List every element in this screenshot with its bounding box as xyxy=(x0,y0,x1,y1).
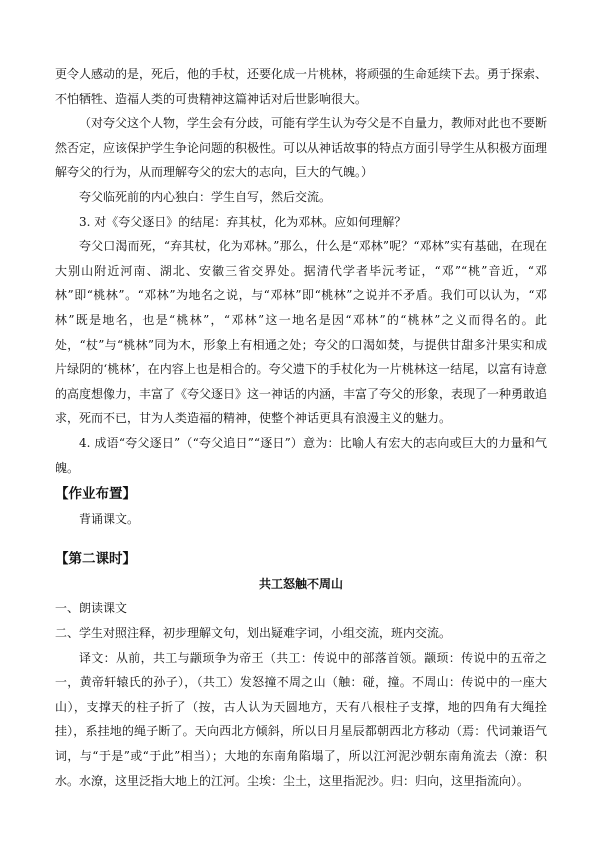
paragraph-denglin-explanation: 夸父口渴而死，“弃其杖，化为邓林。”那么，什么是“邓林”呢？“邓林”实有基础，在现在大别山附近河南、湖北、安徽三省交界处。据清代学者毕沅考证，“邓”“桃”音近，“邓林”即“桃林”。“邓林”为地名之说，与“邓林”即“桃林”之说并不矛盾。我们可以认为，“邓林”既是地名，也是“桃林”，“邓林”这一地名是因“邓林”的“桃林”之义而得名的。此处，“杖”与“桃林”同为木，形象上有相通之处；夸父的口渴如焚，与提供甘甜多汁果实和成片绿阴的‘桃林’，在内容上也是相合的。夸父遗下的手杖化为一片桃林这一结尾，以富有诗意的高度想像力，丰富了《夸父逐日》这一神话的内涵，丰富了夸父的形象，表现了一种勇敢追求，死而不已，甘为人类造福的精神，使整个神话更具有浪漫主义的魅力。 xyxy=(55,239,548,426)
homework-heading: 【作业布置】 xyxy=(55,486,136,503)
section-gap xyxy=(55,531,547,545)
paragraph-translation: 译文：从前，共工与颛顼争为帝王（共工：传说中的部落首领。颛顼：传说中的五帝之一，黄帝轩辕氏的孙子），（共工）发怒撞不周之山（触：碰，撞。不周山：传说中的一座大山），支撑天的柱子折了（按，古人认为天圆地方，天有八根柱子支撑，地的四角有大绳拴挂），系挂地的绳子断了。天向西北方倾斜，所以日月星辰都朝西北方移动（焉：代词兼语气词，与“于是”或“于此”相当）；大地的东南角陷塌了，所以江河泥沙朝东南角流去（潦：积水。水潦，这里泛指大地上的江河。尘埃：尘土，这里指泥沙。归：归向，这里指流向）。 xyxy=(55,650,547,788)
paragraph-monologue: 夸父临死前的内心独白：学生自写，然后交流。 xyxy=(79,189,332,204)
lesson2-heading: 【第二课时】 xyxy=(55,551,136,568)
homework-text: 背诵课文。 xyxy=(79,511,140,526)
step-2: 二、学生对照注释，初步理解文句，划出疑难字词，小组交流，班内交流。 xyxy=(55,626,452,641)
question-4: 4. 成语“夸父逐日”（“夸父追日”“逐日”）意为：比喻人有宏大的志向或巨大的力量和气魄。 xyxy=(55,435,547,475)
content-column xyxy=(55,62,547,793)
question-3: 3. 对《夸父逐日》的结尾：弃其杖，化为邓林。应如何理解？ xyxy=(79,214,407,229)
lesson2-title: 共工怒触不周山 xyxy=(258,576,343,591)
paragraph-teacher-note: （对夸父这个人物，学生会有分歧，可能有学生认为夸父是不自量力，教师对此也不要断然否定，应该保护学生争论问题的积极性。可以从神话故事的特点方面引导学生从积极方面理解夸父的行为，从而理解夸父的宏大的志向，巨大的气魄。） xyxy=(55,116,548,180)
step-1: 一、朗读课文 xyxy=(55,601,128,616)
paragraph-summary: 更令人感动的是，死后，他的手杖，还要化成一片桃林，将顽强的生命延续下去。勇于探索、不怕牺牲、造福人类的可贵精神这篇神话对后世影响很大。 xyxy=(55,67,548,106)
